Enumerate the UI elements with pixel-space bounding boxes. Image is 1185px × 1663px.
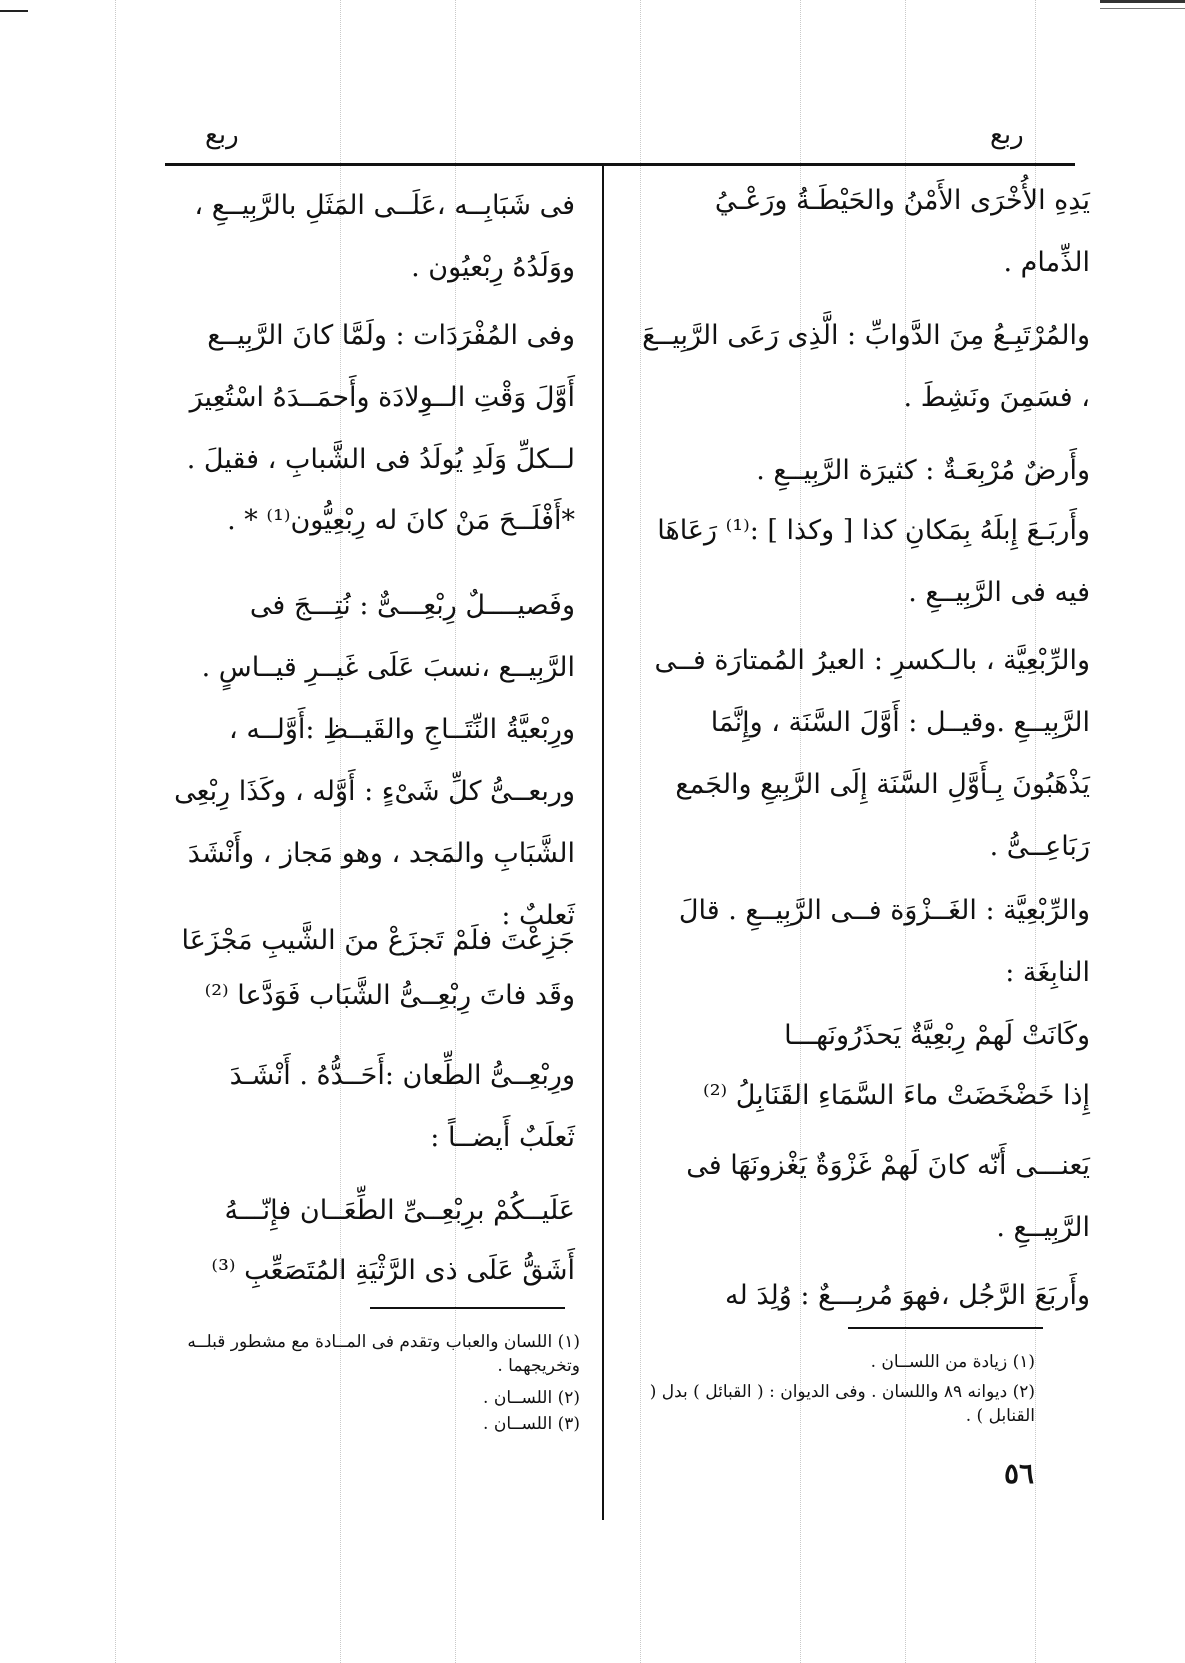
right-paragraph: والمُرْتَبِـعُ مِنَ الدَّوابِّ : الَّذِى رَعَى الرَّبِيــعَ ، فسَمِنَ ونَشِطَ . bbox=[642, 320, 1090, 413]
right-paragraph: يَعنـــى أَنّه كانَ لَهمْ غَزْوَةٌ يَغْزونَهَا فى الرَّبِيــعِ . bbox=[686, 1150, 1090, 1243]
running-head-left: ربع bbox=[205, 120, 239, 150]
page-number: ٥٦ bbox=[1004, 1457, 1035, 1490]
left-paragraph: وفى المُفْرَدَات : ولَمَّا كانَ الرَّبِيــع أَوَّلَ وَقْتِ الــوِلادَة وأَحمَــدَهُ اسْتُعِيرَ لــكلِّ وَلَدِ يُولَدُ فى الشَّبابِ ، فقيلَ . bbox=[186, 320, 575, 475]
left-verse-line: جَزِعْتَ فلَمْ تَجزَعْ منَ الشَّيبِ مَجْزَعَا bbox=[181, 925, 575, 956]
right-footnote: (١) زيادة من اللســان . bbox=[870, 1352, 1035, 1372]
right-paragraph: وأَرضٌ مُرْبِعَـةٌ : كثيرَة الرَّبِيــعِ . bbox=[756, 455, 1090, 486]
right-verse-line: وكَانَتْ لَهمْ رِبْعِيَّةٌ يَحذَرُونَهـــا bbox=[784, 1020, 1090, 1051]
right-footnote-rule bbox=[848, 1327, 1043, 1329]
left-verse: *أَفْلَــحَ مَنْ كانَ له رِبْعِيُّون⁽¹⁾ * . bbox=[227, 505, 575, 536]
header-rule bbox=[165, 163, 1075, 166]
right-paragraph: يَدِهِ الأُخْرَى الأَمْنُ والحَيْطَـةُ ورَعْـيُ الذِّمام . bbox=[714, 185, 1090, 278]
left-verse-line: وقَد فاتَ رِبْعِــىُّ الشَّبَاب فَوَدَّعا ⁽²⁾ bbox=[204, 980, 575, 1011]
top-frame-rule bbox=[1100, 0, 1185, 3]
right-paragraph: وأَربَـعَ إِبلَهُ بِمَكانِ كذا [ وكذا ] :⁽¹⁾ رَعَاهَا فيه فى الرَّبِيــعِ . bbox=[657, 515, 1090, 608]
right-paragraph: والرِّبْعِيَّة ، بالـكسرِ : العيرُ المُمتارَة فــى الرَّبِيــعِ .وقيــل : أَوَّلَ السَّنَة ، وإِنَّمَا يَذْهَبُونَ بِـأَوَّلِ السَّنَة إِلَى الرَّبِيعِ والجَمع رَبَاعِــىُّ . bbox=[654, 645, 1090, 862]
left-paragraph: فى شَبَابِــه ،عَلَــى المَثَلِ بالرَّبِيــعِ ، ووَلَدُهُ رِبْعيُون . bbox=[194, 190, 575, 283]
right-footnote: (٢) ديوانه ٨٩ واللسان . وفى الديوان : ( القبائل ) بدل ( القنابل ) . bbox=[649, 1382, 1035, 1426]
left-footnote: (١) اللسان والعباب وتقدم فى المــادة مع مشطور قبلــه وتخريجهما . bbox=[187, 1332, 580, 1376]
column-divider bbox=[602, 165, 604, 1520]
right-verse-line: إِذا خَضْخَضَتْ ماءَ السَّمَاءِ القَنَابِلُ ⁽²⁾ bbox=[703, 1080, 1090, 1111]
right-paragraph: والرِّبْعِيَّة : الغَــزْوَة فــى الرَّبِيــعِ . قالَ النابِغَة : bbox=[678, 895, 1090, 988]
right-paragraph: وأَربَعَ الرَّجُل ،فهوَ مُربِـــعٌ : وُلِدَ له bbox=[725, 1280, 1090, 1311]
scan-corner-mark bbox=[0, 10, 28, 12]
scan-line bbox=[115, 0, 116, 1663]
left-footnote-rule bbox=[370, 1307, 565, 1309]
left-footnote: (٢) اللســان . bbox=[483, 1388, 580, 1408]
left-paragraph: ورِبْعِــىُّ الطِّعان :أَحَــدُّهُ . أَنْشَـدَ ثَعلَبٌ أَيضــاً : bbox=[229, 1060, 575, 1153]
left-verse-line: عَلَيــكُمْ برِبْعِــىِّ الطِّعَــان فإِنّـــهُ bbox=[224, 1195, 575, 1226]
running-head-right: ربع bbox=[990, 120, 1024, 150]
left-paragraph: وفَصيــــلٌ رِبْعِـــىٌّ : نُتِـــجَ فى الرَّبِيــع ،نسبَ عَلَى غَيــرِ قيــاسٍ . ورِبْعيَّةُ النِّتَــاجِ والقَيــظِ :أَوَّلــه ، وربعــىُّ كلِّ شَىْءٍ : أَوَّله ، وكَذَا رِبْعِى الشَّبَابِ والمَجد ، وهو مَجاز ، وأَنْشَدَ ثَعلبٌ : bbox=[174, 590, 575, 931]
left-footnote: (٣) اللســان . bbox=[483, 1414, 580, 1434]
left-verse-line: أَشَقُّ عَلَى ذى الرَّثْيَةِ المُتَصَعِّبِ ⁽³⁾ bbox=[211, 1255, 575, 1286]
top-frame-rule-thin bbox=[1100, 8, 1185, 9]
